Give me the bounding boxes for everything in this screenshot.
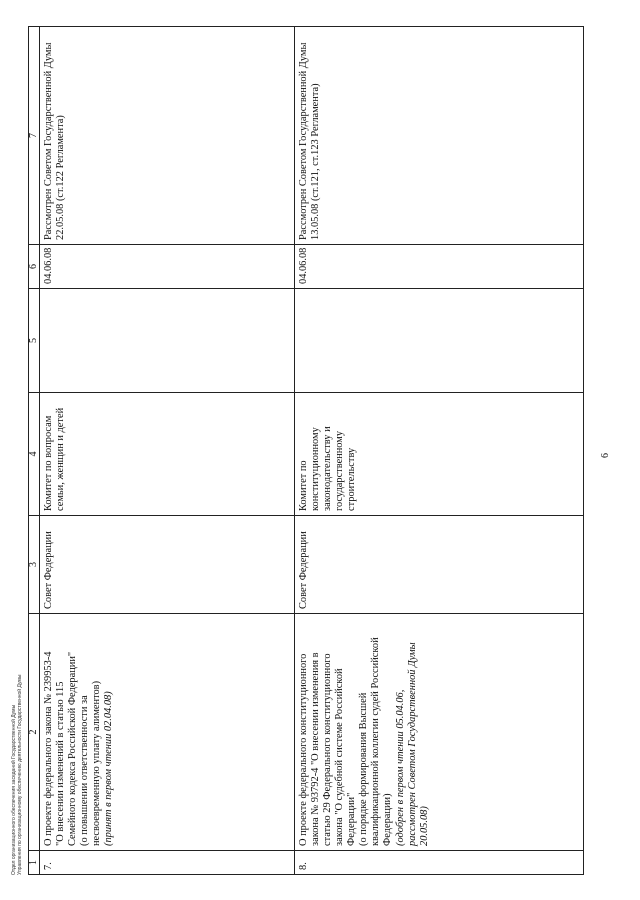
- date-cell: 04.06.08: [40, 245, 295, 289]
- column-number: 7: [29, 27, 40, 245]
- column-number: 3: [29, 516, 40, 614]
- footer-line: Отдел организационного обеспечения заседаний Государственной Думы: [11, 704, 17, 875]
- description-line: закона № 93792-4 "О внесении изменения в: [310, 652, 322, 846]
- footer: [11, 675, 23, 875]
- note-cell: Рассмотрен Советом Государственной Думы 22.05.08 (ст.122 Регламента): [40, 27, 295, 245]
- description-line: (о порядке формирования Высшей: [358, 692, 370, 846]
- subject-of-initiative: Совет Федерации: [40, 516, 295, 614]
- description-line: статью 29 Федерального конституционного: [322, 653, 334, 846]
- description-line: несвоевременную уплату алиментов): [91, 680, 103, 846]
- responsible-committee: Комитет по конституционному законодательству и государственному строительству: [295, 393, 584, 516]
- row-number: 8.: [295, 851, 584, 875]
- bill-description: [40, 614, 295, 851]
- column-5-cell: [40, 289, 295, 393]
- column-number: 2: [29, 614, 40, 851]
- column-number: 5: [29, 289, 40, 393]
- date-cell: 04.06.08: [295, 245, 584, 289]
- column-number-row: [29, 27, 40, 875]
- description-line: квалификационной коллегии судей Российской: [370, 637, 382, 846]
- description-line: Федерации): [382, 793, 394, 846]
- responsible-committee: Комитет по вопросам семьи, женщин и детей: [40, 393, 295, 516]
- description-line: Федерации": [346, 792, 358, 846]
- description-line: (о повышении ответственности за: [79, 695, 91, 846]
- table-row: [295, 27, 584, 875]
- description-line: (принят в первом чтении 02.04.08): [103, 691, 115, 846]
- subject-of-initiative: Совет Федерации: [295, 516, 584, 614]
- description-line: О проекте федерального конституционного: [298, 653, 309, 846]
- table-row: [40, 27, 295, 875]
- bill-description: [295, 614, 584, 851]
- note-cell: Рассмотрен Советом Государственной Думы 13.05.08 (ст.121, ст.123 Регламента): [295, 27, 584, 245]
- agenda-table: [28, 26, 584, 875]
- description-line: закона "О судебной системе Российской: [334, 668, 346, 846]
- page-number: 6: [600, 453, 611, 458]
- column-5-cell: [295, 289, 584, 393]
- description-line: "О внесении изменений в статью 115: [55, 681, 67, 846]
- description-line: О проекте федерального закона № 239953-4: [43, 651, 54, 846]
- row-number: 7.: [40, 851, 295, 875]
- description-line: Семейного кодекса Российской Федерации": [67, 651, 79, 846]
- description-line: рассмотрен Советом Государственной Думы: [406, 642, 418, 846]
- column-number: 1: [29, 851, 40, 875]
- column-number: 6: [29, 245, 40, 289]
- description-line: 20.05.08): [418, 806, 430, 846]
- column-number: 4: [29, 393, 40, 516]
- footer-line: Управления по организационному обеспечению деятельности Государственной Думы: [17, 674, 23, 875]
- description-line: (одобрен в первом чтении 05.04.06,: [394, 689, 406, 846]
